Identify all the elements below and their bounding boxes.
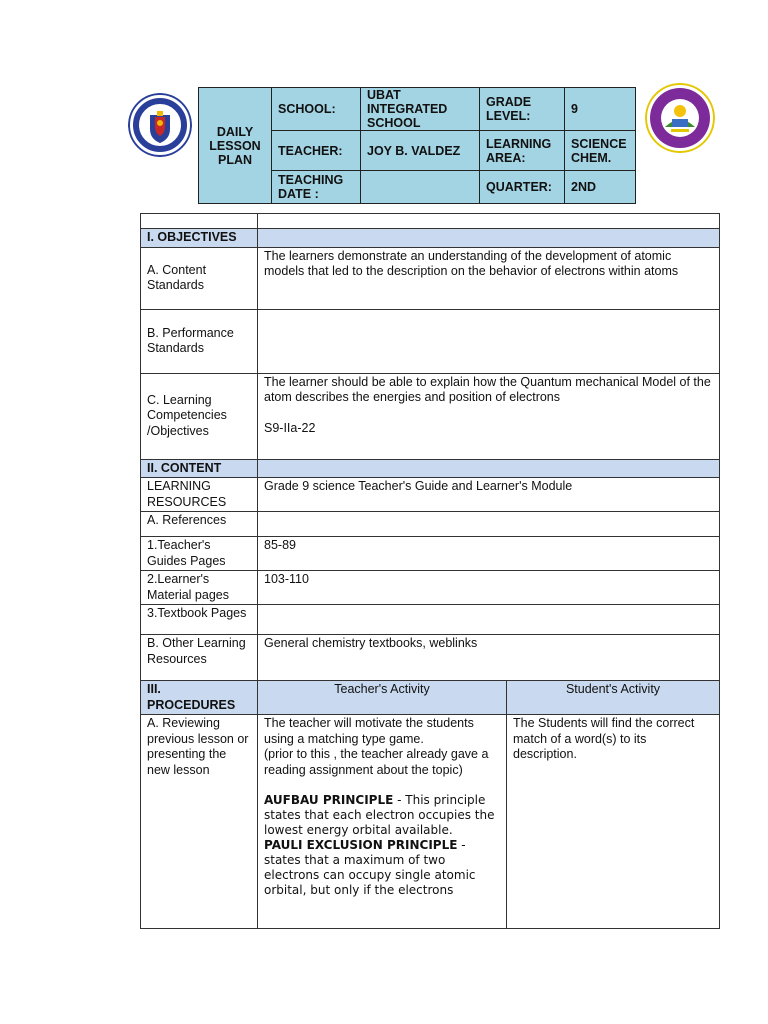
teacher-activity-cell [258,715,507,929]
band-fill [258,229,720,248]
learners-material-label: 2.Learner's Material pages [141,571,258,605]
date-label: TEACHING DATE : [272,171,361,204]
content-heading: II. CONTENT [141,459,258,478]
learning-resources-value: Grade 9 science Teacher's Guide and Learner's Module [258,478,720,512]
references-value [258,512,720,537]
grade-value: 9 [565,88,636,131]
learners-material-value: 103-110 [258,571,720,605]
teacher-value: JOY B. VALDEZ [361,131,480,171]
blank-cell [258,214,720,229]
quarter-value: 2ND [565,171,636,204]
quarter-label: QUARTER: [480,171,565,204]
content-standards-label: A. Content Standards [141,247,258,309]
performance-standards-label: B. Performance Standards [141,309,258,373]
school-label: SCHOOL: [272,88,361,131]
textbook-value [258,605,720,635]
deped-seal-icon [128,93,192,157]
header-info-table [198,87,636,204]
student-activity-value: The Students will find the correct match of a word(s) to its description. [507,715,720,929]
lesson-plan-table [140,213,720,929]
teacher-activity-note: (prior to this , the teacher already gave a reading assignment about the topic) [264,747,489,777]
aufbau-term: AUFBAU PRINCIPLE [264,793,394,807]
objectives-heading: I. OBJECTIVES [141,229,258,248]
competencies-cell [258,373,720,459]
pauli-text: - states that a maximum of two electrons can occupy single atomic orbital, but only if the electrons [264,838,476,897]
learning-resources-label: LEARNING RESOURCES [141,478,258,512]
pauli-term: PAULI EXCLUSION PRINCIPLE [264,838,458,852]
date-value [361,171,480,204]
aufbau-text: - This principle states that each electron occupies the lowest energy orbital available. [264,793,495,837]
school-value: UBAT INTEGRATED SCHOOL [361,88,480,131]
teacher-activity-intro: The teacher will motivate the students using a matching type game. [264,716,474,746]
teachers-guide-value: 85-89 [258,537,720,571]
references-label: A. References [141,512,258,537]
teacher-label: TEACHER: [272,131,361,171]
textbook-label: 3.Textbook Pages [141,605,258,635]
school-seal-icon [645,83,715,153]
band-fill [258,459,720,478]
reviewing-lesson-label: A. Reviewing previous lesson or presenting the new lesson [141,715,258,929]
procedures-heading: III. PROCEDURES [141,681,258,715]
competency-code: S9-IIa-22 [264,420,316,435]
aufbau-item [264,793,500,838]
competencies-label: C. Learning Competencies /Objectives [141,373,258,459]
blank-cell [141,214,258,229]
other-resources-value: General chemistry textbooks, weblinks [258,635,720,681]
performance-standards-value [258,309,720,373]
teachers-guide-label: 1.Teacher's Guides Pages [141,537,258,571]
other-resources-label: B. Other Learning Resources [141,635,258,681]
student-activity-header: Student's Activity [507,681,720,715]
plan-title: DAILY LESSON PLAN [199,88,272,204]
teacher-activity-header: Teacher's Activity [258,681,507,715]
pauli-item [264,838,500,898]
content-standards-value: The learners demonstrate an understanding of the development of atomic models that led to the description on the behavior of electrons within atoms [258,247,720,309]
area-value: SCIENCE CHEM. [565,131,636,171]
grade-label: GRADE LEVEL: [480,88,565,131]
area-label: LEARNING AREA: [480,131,565,171]
competencies-value: The learner should be able to explain how the Quantum mechanical Model of the atom describes the energies and position of electrons [264,374,711,404]
